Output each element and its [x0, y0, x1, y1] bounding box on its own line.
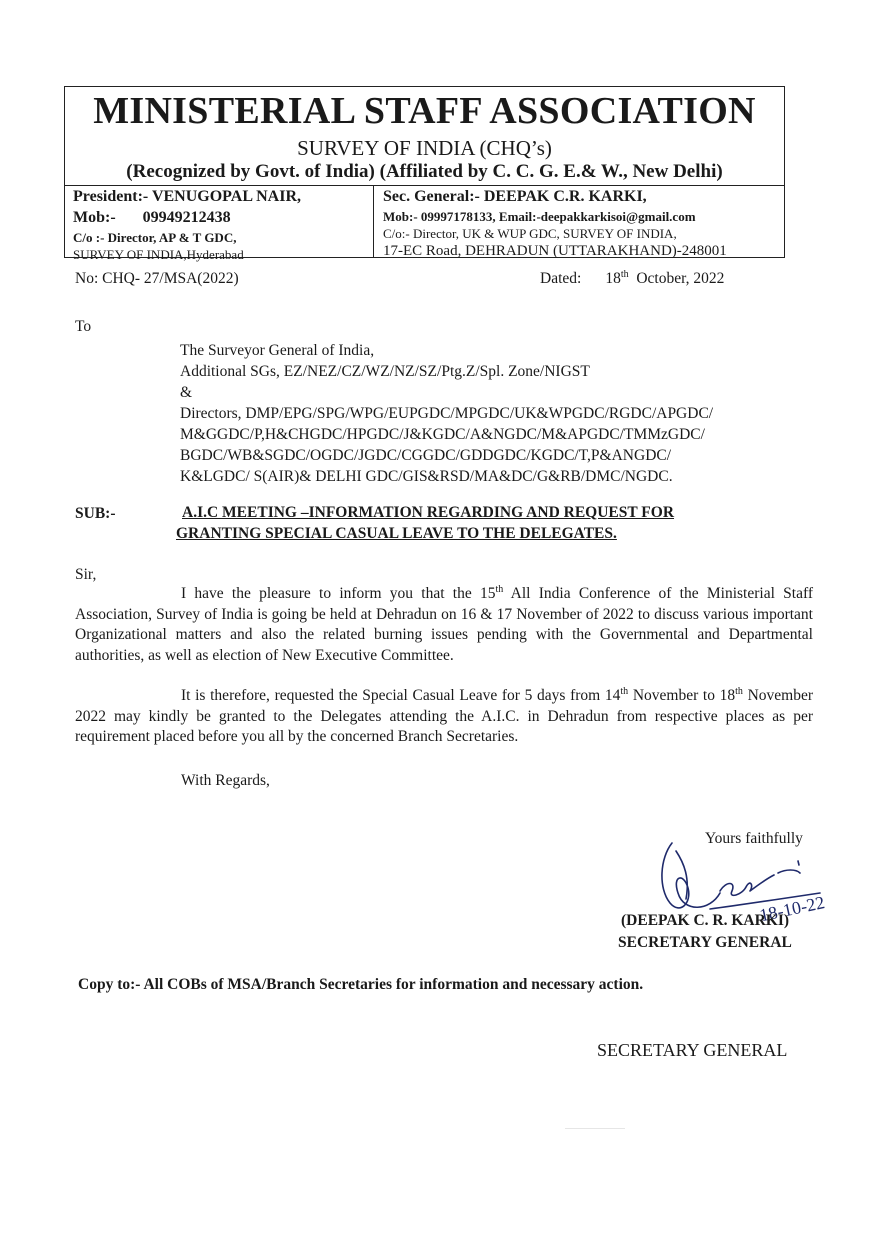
reference-number: No: CHQ- 27/MSA(2022)	[75, 270, 239, 287]
date-day: 18	[605, 270, 621, 287]
closing: With Regards,	[181, 772, 270, 789]
subject-label: SUB:-	[75, 505, 116, 522]
letter-date	[540, 270, 724, 288]
to-label: To	[75, 318, 92, 335]
letterhead-divider	[65, 185, 784, 186]
paragraph-1-text-a: I have the pleasure to inform you that the 15	[181, 585, 496, 602]
organization-subtitle: SURVEY OF INDIA (CHQ’s)	[297, 136, 552, 160]
organization-name: MINISTERIAL STAFF ASSOCIATION	[93, 90, 756, 132]
yours-faithfully: Yours faithfully	[705, 830, 803, 847]
paragraph-2-text-c: November 2022 may kindly be granted to the Delegates attending the A.I.C. in Dehradun from respective places as per requirement placed before you all by the concerned Branch Secretaries.	[75, 687, 814, 745]
secretary-care-of: C/o:- Director, UK & WUP GDC, SURVEY OF INDIA,	[383, 226, 677, 241]
handwritten-date: 18-10-22	[757, 892, 827, 926]
secretary-address: 17-EC Road, DEHRADUN (UTTARAKHAND)-248001	[383, 243, 727, 259]
paragraph-1-sup: th	[495, 583, 504, 595]
paragraph-1	[75, 584, 813, 666]
addressee-line: &	[180, 384, 193, 401]
paragraph-2-sup-2: th	[735, 685, 743, 697]
date-suffix: th	[620, 268, 629, 280]
faint-mark	[565, 1128, 625, 1129]
president-mobile-label: Mob:-	[73, 209, 116, 226]
footer-secretary-general: SECRETARY GENERAL	[597, 1040, 788, 1060]
subject-block	[176, 502, 674, 544]
paragraph-2-text-b: November to 18	[628, 687, 736, 704]
addressee-line: BGDC/WB&SGDC/OGDC/JGDC/CGGDC/GDDGDC/KGDC/T,P&ANGDC/	[180, 447, 672, 464]
recognition-line: (Recognized by Govt. of India) (Affiliated by C. C. G. E.& W., New Delhi)	[126, 161, 723, 182]
signatory-title: SECRETARY GENERAL	[618, 934, 792, 951]
secretary-contact: Mob:- 09997178133, Email:-deepakkarkisoi@gmail.com	[383, 209, 696, 224]
letterhead-column-divider	[373, 185, 374, 257]
subject-line-1: A.I.C MEETING –INFORMATION REGARDING AND REQUEST FOR	[182, 504, 675, 521]
president-mobile-number: 09949212438	[142, 209, 231, 226]
addressee-line: Additional SGs, EZ/NEZ/CZ/WZ/NZ/SZ/Ptg.Z/Spl. Zone/NIGST	[180, 363, 590, 380]
addressee-line: K&LGDC/ S(AIR)& DELHI GDC/GIS&RSD/MA&DC/G&RB/DMC/NGDC.	[180, 468, 673, 485]
subject-line-2: GRANTING SPECIAL CASUAL LEAVE TO THE DELEGATES.	[176, 525, 617, 542]
addressee-line: M&GGDC/P,H&CHGDC/HPGDC/J&KGDC/A&NGDC/M&APGDC/TMMzGDC/	[180, 426, 705, 443]
secretary-details	[383, 187, 779, 259]
president-name: President:- VENUGOPAL NAIR,	[73, 188, 301, 205]
letterhead	[64, 86, 785, 262]
paragraph-2	[75, 686, 813, 748]
addressee-line: Directors, DMP/EPG/SPG/WPG/EUPGDC/MPGDC/UK&WPGDC/RGDC/APGDC/	[180, 405, 714, 422]
addressee-line: The Surveyor General of India,	[180, 342, 375, 359]
paragraph-2-sup-1: th	[620, 685, 629, 697]
date-label: Dated:	[540, 270, 582, 287]
president-address: SURVEY OF INDIA,Hyderabad	[73, 247, 244, 262]
paragraph-1-text-b: All India Conference of the Ministerial Staff Association, Survey of India is going be held at Dehradun on 16 & 17 November of 2022 to discuss various important Organizational matters and also the related burning issues pending with the Governmental and Departmental authorities, as well as election of New Executive Committee.	[75, 585, 813, 664]
president-details	[73, 187, 369, 261]
president-care-of: C/o :- Director, AP & T GDC,	[73, 230, 237, 245]
paragraph-2-text-a: It is therefore, requested the Special Casual Leave for 5 days from 14	[181, 687, 621, 704]
salutation: Sir,	[75, 566, 97, 583]
secretary-name: Sec. General:- DEEPAK C.R. KARKI,	[383, 188, 647, 205]
addressee-block	[180, 340, 713, 487]
date-month-year: October, 2022	[636, 270, 725, 287]
president-mobile	[73, 210, 369, 226]
signatory-name: (DEEPAK C. R. KARKI)	[621, 912, 790, 929]
copy-to: Copy to:- All COBs of MSA/Branch Secretaries for information and necessary action.	[78, 976, 644, 993]
